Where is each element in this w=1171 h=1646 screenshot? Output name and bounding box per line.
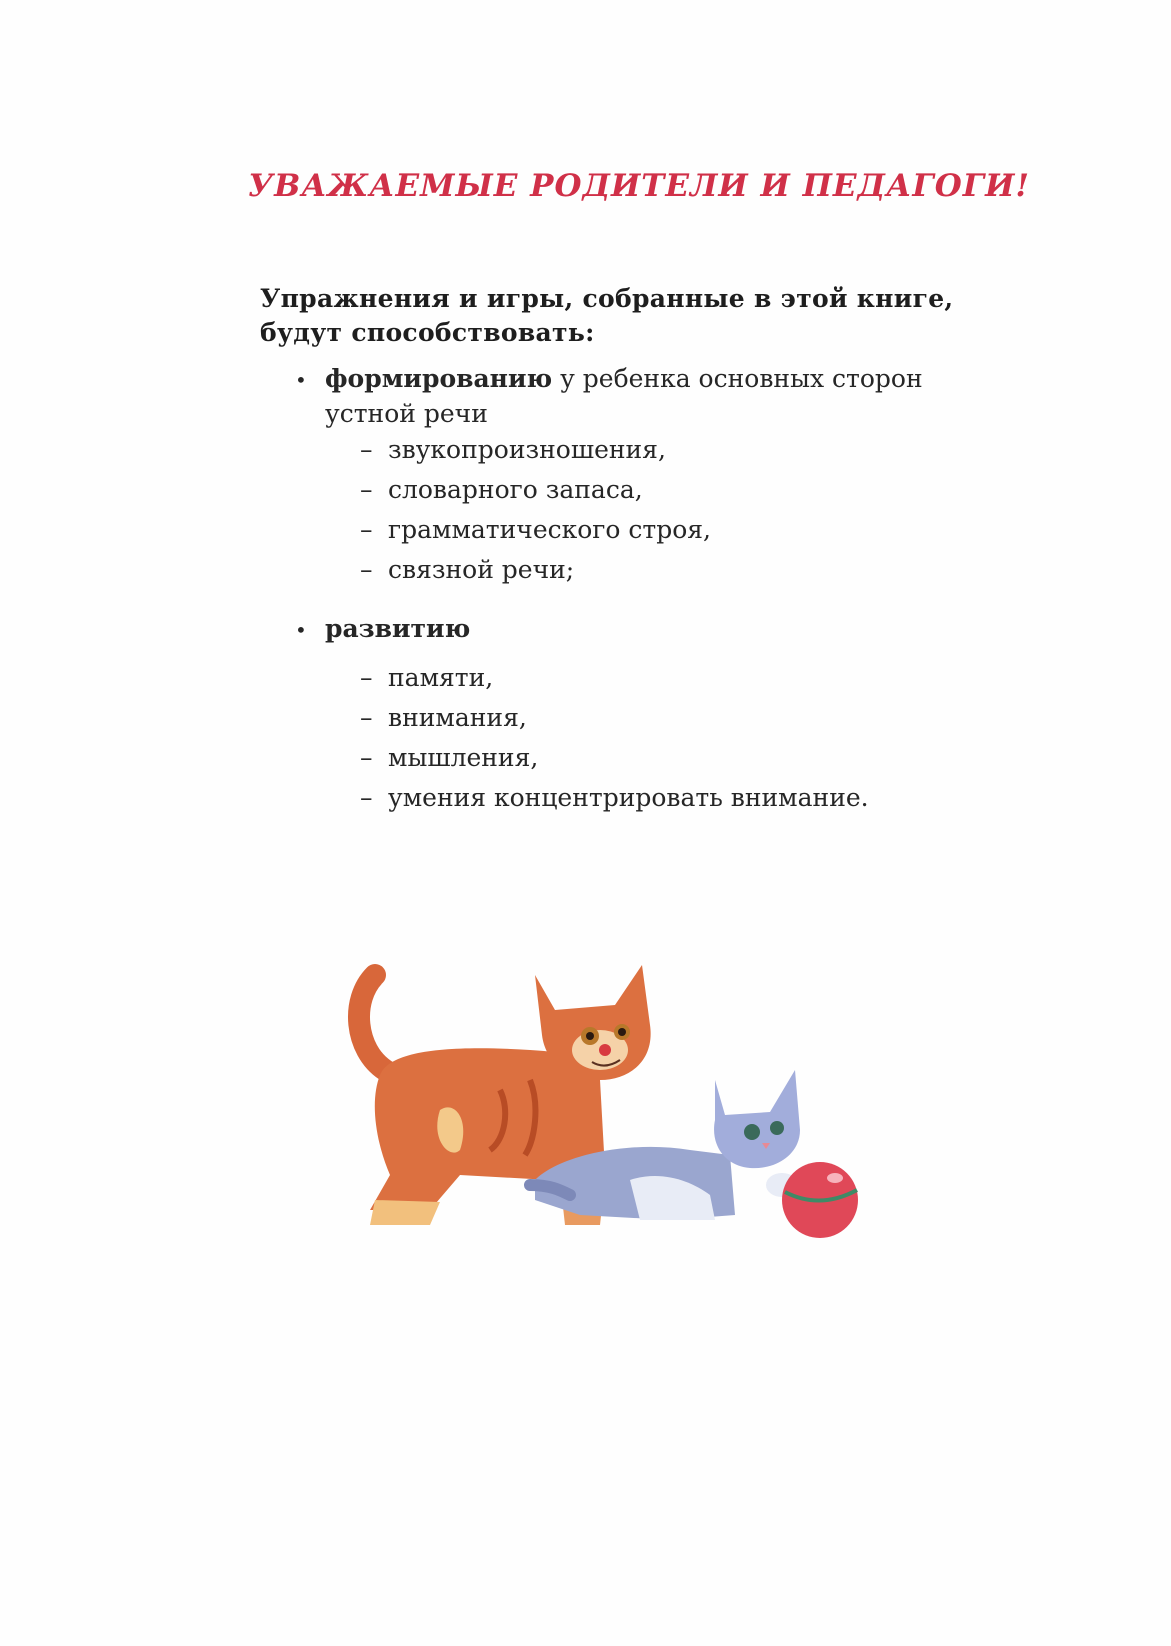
ball-icon <box>782 1162 858 1238</box>
intro-line-2: будут способствовать: <box>260 318 595 347</box>
intro-line-1: Упражнения и игры, собранные в этой книге, <box>260 284 954 313</box>
bullet-icon: • <box>295 368 307 392</box>
list-item: – мышления, <box>360 738 869 778</box>
dash-icon: – <box>360 663 373 692</box>
list-item: – внимания, <box>360 698 869 738</box>
intro-paragraph <box>260 282 960 350</box>
development-sublist <box>360 658 869 818</box>
bullet-bold-term: формированию <box>325 364 553 393</box>
dash-icon: – <box>360 743 373 772</box>
list-item: – памяти, <box>360 658 869 698</box>
cats-illustration <box>330 940 890 1250</box>
bullet-development <box>295 612 470 647</box>
list-item: – звукопроизношения, <box>360 430 711 470</box>
dash-icon: – <box>360 515 373 544</box>
dash-icon: – <box>360 783 373 812</box>
dash-icon: – <box>360 475 373 504</box>
page-title: УВАЖАЕМЫЕ РОДИТЕЛИ И ПЕДАГОГИ! <box>248 168 1031 204</box>
bullet-text: у ребенка основных сторон <box>552 364 923 393</box>
dash-icon: – <box>360 555 373 584</box>
bullet-bold-term: развитию <box>325 614 471 643</box>
list-item: – грамматического строя, <box>360 510 711 550</box>
dash-icon: – <box>360 435 373 464</box>
dash-icon: – <box>360 703 373 732</box>
bullet-continuation: устной речи <box>325 399 488 428</box>
formation-sublist <box>360 430 711 590</box>
bullet-formation <box>295 362 923 430</box>
list-item: – умения концентрировать внимание. <box>360 778 869 818</box>
bullet-icon: • <box>295 618 307 642</box>
list-item: – словарного запаса, <box>360 470 711 510</box>
list-item: – связной речи; <box>360 550 711 590</box>
